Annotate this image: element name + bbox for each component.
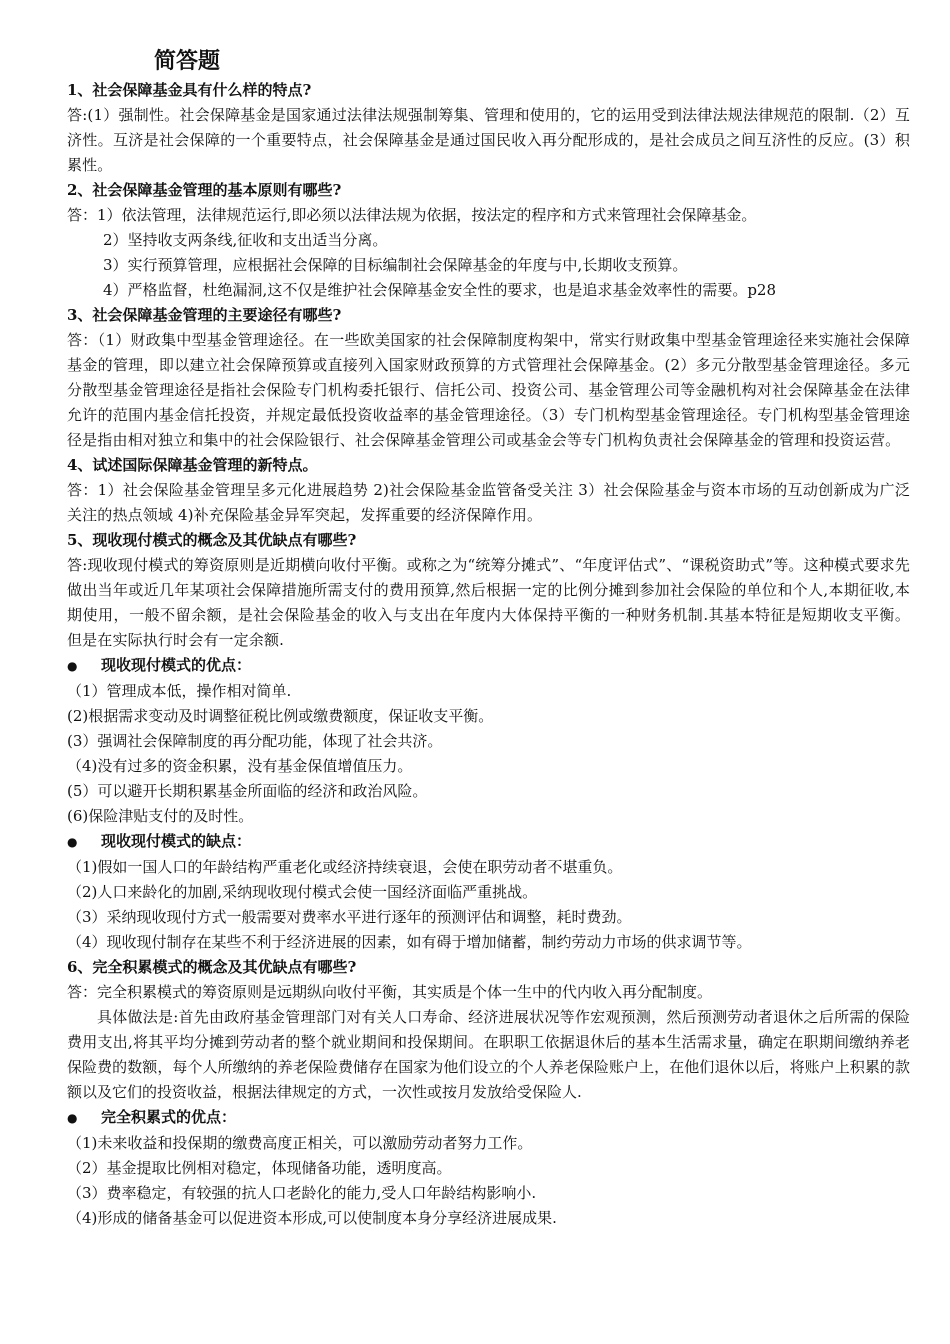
answer-2-item: 答：1）依法管理，法律规范运行,即必须以法律法规为依据，按法定的程序和方式来管理社会保障基金。 (67, 206, 757, 224)
answer-3: 答：（1）财政集中型基金管理途径。在一些欧美国家的社会保障制度构架中，常实行财政集中型基金管理途径来实施社会保障基金的管理，即以建立社会保障预算或直接列入国家财政预算的方式管理社会保障基金。(2）多元分散型基金管理途径。多元分散型基金管理途径是指社会保险专门机构委托银行、信托公司、投资公司、基金管理公司等金融机构对社会保障基金在法律允许的范围内基金信托投资，并规定最低投资收益率的基金管理途径。（3）专门机构型基金管理途径。专门机构型基金管理途径是指由相对独立和集中的社会保险银行、社会保障基金管理公司或基金会等专门机构负责社会保障基金的管理和投资运营。 (67, 331, 910, 449)
answer-2-item: 2）坚持收支两条线,征收和支出适当分离。 (103, 231, 388, 249)
question-2: 2、社会保障基金管理的基本原则有哪些? (67, 181, 342, 199)
list-item: （4)没有过多的资金积累，没有基金保值增值压力。 (67, 757, 413, 775)
list-item: （2）基金提取比例相对稳定，体现储备功能，透明度高。 (67, 1159, 452, 1177)
question-5: 5、现收现付模式的概念及其优缺点有哪些? (67, 531, 357, 549)
bullet-icon: ● (67, 659, 78, 673)
answer-4: 答：1）社会保险基金管理呈多元化进展趋势 2)社会保险基金监管备受关注 3）社会保险基金与资本市场的互动创新成为广泛关注的热点领域 4)补充保险基金异军突起，发挥重要的经济保障作用。 (67, 481, 910, 524)
list-item: (6)保险津贴支付的及时性。 (67, 807, 254, 825)
answer-6-intro: 答：完全积累模式的筹资原则是远期纵向收付平衡，其实质是个体一生中的代内收入再分配制度。 (67, 983, 713, 1001)
question-3: 3、社会保障基金管理的主要途径有哪些? (67, 306, 342, 324)
list-item: (2)根据需求变动及时调整征税比例或缴费额度，保证收支平衡。 (67, 707, 494, 725)
question-4: 4、试述国际保障基金管理的新特点。 (67, 456, 318, 474)
bullet-heading (67, 829, 910, 855)
list-item: （4)形成的储备基金可以促进资本形成,可以使制度本身分享经济进展成果. (67, 1209, 557, 1227)
list-item: （2)人口来龄化的加剧,采纳现收现付模式会使一国经济面临严重挑战。 (67, 883, 538, 901)
list-item: （1)未来收益和投保期的缴费高度正相关，可以激励劳动者努力工作。 (67, 1134, 533, 1152)
bullet-icon: ● (67, 835, 78, 849)
bullet-heading-text: 现收现付模式的缺点： (101, 832, 252, 850)
list-item: （4）现收现付制存在某些不利于经济进展的因素，如有碍于增加储蓄，制约劳动力市场的供求调节等。 (67, 933, 752, 951)
list-item: （1)假如一国人口的年龄结构严重老化或经济持续衰退，会使在职劳动者不堪重负。 (67, 858, 623, 876)
bullet-heading-text: 完全积累式的优点： (101, 1108, 237, 1126)
answer-6-detail: 具体做法是:首先由政府基金管理部门对有关人口寿命、经济进展状况等作宏观预测，然后预测劳动者退休之后所需的保险费用支出,将其平均分摊到劳动者的整个就业期间和投保期间。在职职工依据退休后的基本生活需求量，确定在职期间缴纳养老保险费的数额，每个人所缴纳的养老保险费储存在国家为他们设立的个人养老保险账户上，在他们退休以后，将账户上积累的款额以及它们的投资收益，根据法律规定的方式，一次性或按月发放给受保险人. (67, 1008, 910, 1101)
answer-5: 答:现收现付模式的筹资原则是近期横向收付平衡。或称之为“统筹分摊式”、“年度评估式”、“课税资助式”等。这种模式要求先做出当年或近几年某项社会保障措施所需支付的费用预算,然后根据一定的比例分摊到参加社会保险的单位和个人,本期征收,本期使用，一般不留余额，是社会保险基金的收入与支出在年度内大体保持平衡的一种财务机制.其基本特征是短期收支平衡。 但是在实际执行时会有一定余额. (67, 556, 910, 649)
bullet-heading-text: 现收现付模式的优点： (101, 656, 252, 674)
list-item: （1）管理成本低，操作相对简单. (67, 682, 292, 700)
list-item: （3）费率稳定，有较强的抗人口老龄化的能力,受人口年龄结构影响小. (67, 1184, 537, 1202)
answer-1: 答:(1）强制性。社会保障基金是国家通过法律法规强制筹集、管理和使用的，它的运用受到法律法规法律规范的限制.（2）互济性。互济是社会保障的一个重要特点，社会保障基金是通过国民收入再分配形成的，是社会成员之间互济性的反应。(3）积累性。 (67, 106, 910, 174)
question-1: 1、社会保障基金具有什么样的特点? (67, 81, 312, 99)
list-item: (3）强调社会保障制度的再分配功能，体现了社会共济。 (67, 732, 443, 750)
answer-2-item: 4）严格监督，杜绝漏洞,这不仅是维护社会保障基金安全性的要求，也是追求基金效率性的需要。p28 (103, 281, 777, 299)
bullet-heading (67, 653, 910, 679)
bullet-heading (67, 1105, 910, 1131)
list-item: (5）可以避开长期积累基金所面临的经济和政治风险。 (67, 782, 428, 800)
bullet-icon: ● (67, 1111, 78, 1125)
question-6: 6、完全积累模式的概念及其优缺点有哪些? (67, 958, 357, 976)
list-item: （3）采纳现收现付方式一般需要对费率水平进行逐年的预测评估和调整，耗时费劲。 (67, 908, 632, 926)
answer-2-item: 3）实行预算管理，应根据社会保障的目标编制社会保障基金的年度与中,长期收支预算。 (103, 256, 688, 274)
page-title: 简答题 (154, 48, 221, 74)
